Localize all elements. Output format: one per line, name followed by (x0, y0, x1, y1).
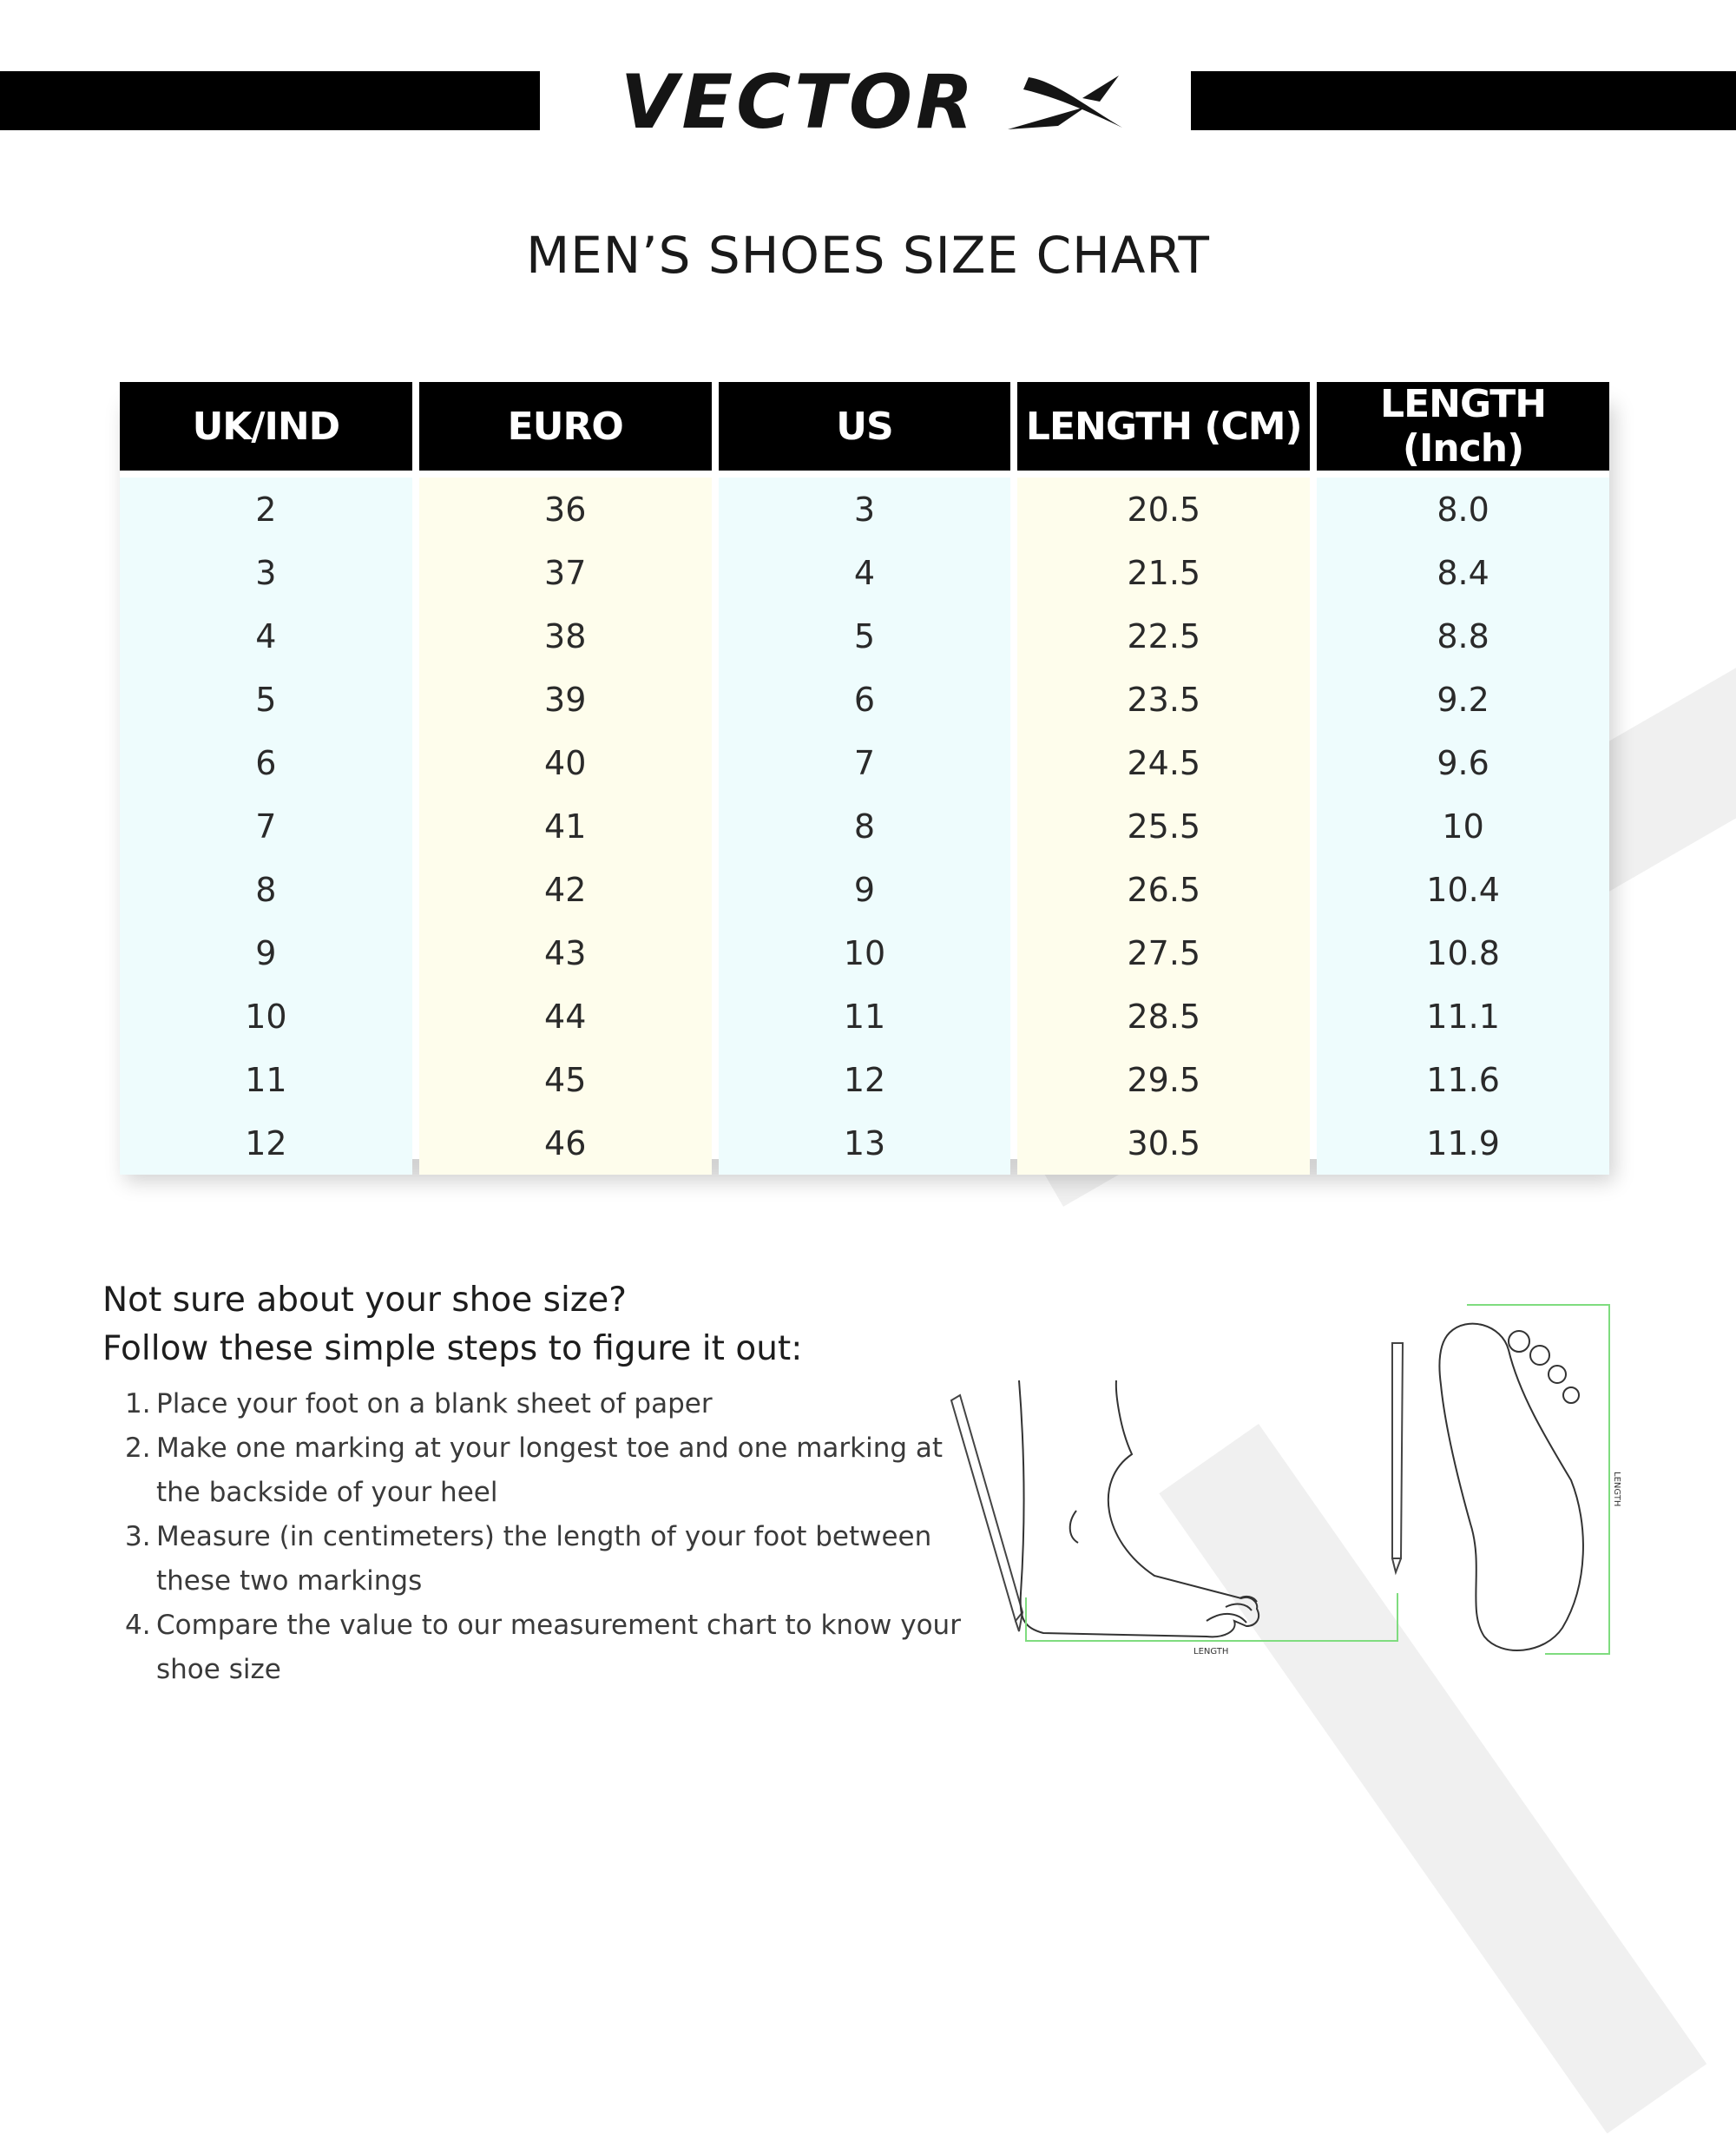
cell-length-cm: 30.5 (1017, 1111, 1310, 1175)
cell-uk-ind: 6 (120, 731, 412, 794)
header-length-inch: LENGTH (Inch) (1317, 382, 1609, 478)
sole-length-label: LENGTH (1612, 1472, 1621, 1507)
cell-length-inch: 8.0 (1317, 478, 1609, 541)
pencil-icon (1392, 1343, 1403, 1572)
step-text: Place your foot on a blank sheet of paper (156, 1388, 713, 1419)
cell-length-inch: 10 (1317, 794, 1609, 858)
instructions-question: Not sure about your shoe size? (102, 1281, 627, 1320)
step-text: Compare the value to our measurement chart to know your shoe size (156, 1610, 961, 1685)
cell-length-cm: 21.5 (1017, 541, 1310, 604)
cell-length-cm: 26.5 (1017, 858, 1310, 921)
instructions-intro: Follow these simple steps to figure it out: (102, 1329, 803, 1368)
cell-us: 5 (719, 604, 1011, 668)
sole-length-guide (1467, 1305, 1609, 1654)
step-item (102, 1382, 970, 1426)
step-item (102, 1426, 970, 1515)
cell-uk-ind: 3 (120, 541, 412, 604)
cell-uk-ind: 9 (120, 921, 412, 985)
cell-us: 11 (719, 985, 1011, 1048)
table-row (120, 541, 1609, 604)
cell-euro: 39 (419, 668, 712, 731)
header-bar-right (1191, 71, 1736, 130)
cell-length-inch: 9.6 (1317, 731, 1609, 794)
cell-us: 4 (719, 541, 1011, 604)
cell-uk-ind: 11 (120, 1048, 412, 1111)
cell-length-inch: 8.8 (1317, 604, 1609, 668)
pencil-icon (951, 1395, 1023, 1631)
cell-length-inch: 9.2 (1317, 668, 1609, 731)
cell-length-inch: 10.8 (1317, 921, 1609, 985)
cell-length-inch: 10.4 (1317, 858, 1609, 921)
brand-logo (599, 59, 1154, 146)
cell-uk-ind: 7 (120, 794, 412, 858)
step-number: 3. (125, 1521, 151, 1552)
cell-euro: 44 (419, 985, 712, 1048)
cell-us: 3 (719, 478, 1011, 541)
step-text: Make one marking at your longest toe and one marking at the backside of your heel (156, 1433, 944, 1508)
cell-us: 7 (719, 731, 1011, 794)
cell-length-cm: 29.5 (1017, 1048, 1310, 1111)
cell-length-inch: 11.6 (1317, 1048, 1609, 1111)
cell-length-cm: 23.5 (1017, 668, 1310, 731)
cell-length-inch: 8.4 (1317, 541, 1609, 604)
cell-uk-ind: 5 (120, 668, 412, 731)
cell-euro: 41 (419, 794, 712, 858)
foot-side-icon (1019, 1380, 1259, 1637)
cell-length-cm: 22.5 (1017, 604, 1310, 668)
cell-uk-ind: 8 (120, 858, 412, 921)
sizing-instructions (102, 1276, 970, 1692)
instructions-steps (102, 1382, 970, 1692)
x-swoosh-icon (1003, 72, 1133, 133)
table-header-row (120, 382, 1609, 478)
cell-uk-ind: 2 (120, 478, 412, 541)
cell-us: 9 (719, 858, 1011, 921)
cell-uk-ind: 10 (120, 985, 412, 1048)
cell-length-inch: 11.1 (1317, 985, 1609, 1048)
step-item (102, 1515, 970, 1604)
cell-length-cm: 27.5 (1017, 921, 1310, 985)
cell-euro: 36 (419, 478, 712, 541)
size-table (113, 382, 1616, 1175)
header-uk-ind: UK/IND (120, 382, 412, 478)
cell-euro: 42 (419, 858, 712, 921)
table-row (120, 858, 1609, 921)
step-number: 4. (125, 1610, 151, 1641)
header-us: US (719, 382, 1011, 478)
page-title: MEN’S SHOES SIZE CHART (526, 226, 1210, 285)
cell-length-cm: 28.5 (1017, 985, 1310, 1048)
table-row (120, 478, 1609, 541)
header-length-cm: LENGTH (CM) (1017, 382, 1310, 478)
cell-us: 12 (719, 1048, 1011, 1111)
cell-euro: 37 (419, 541, 712, 604)
table-row (120, 668, 1609, 731)
side-length-label: LENGTH (1194, 1647, 1229, 1656)
cell-us: 13 (719, 1111, 1011, 1175)
table-row (120, 604, 1609, 668)
step-number: 1. (125, 1388, 151, 1419)
cell-uk-ind: 4 (120, 604, 412, 668)
table-row (120, 731, 1609, 794)
cell-us: 6 (719, 668, 1011, 731)
table-row (120, 794, 1609, 858)
cell-us: 8 (719, 794, 1011, 858)
step-text: Measure (in centimeters) the length of your foot between these two markings (156, 1521, 932, 1597)
cell-length-cm: 24.5 (1017, 731, 1310, 794)
cell-euro: 43 (419, 921, 712, 985)
table-row (120, 985, 1609, 1048)
cell-euro: 46 (419, 1111, 712, 1175)
cell-us: 10 (719, 921, 1011, 985)
cell-length-inch: 11.9 (1317, 1111, 1609, 1175)
step-number: 2. (125, 1433, 151, 1464)
cell-euro: 38 (419, 604, 712, 668)
table-row (120, 1048, 1609, 1111)
cell-euro: 40 (419, 731, 712, 794)
size-chart-table (120, 382, 1609, 1163)
table-row (120, 1111, 1609, 1175)
cell-length-cm: 20.5 (1017, 478, 1310, 541)
header-euro: EURO (419, 382, 712, 478)
header-bar-left (0, 71, 540, 130)
foot-measurement-illustration (946, 1298, 1623, 1671)
brand-name: VECTOR (620, 59, 977, 146)
cell-euro: 45 (419, 1048, 712, 1111)
table-row (120, 921, 1609, 985)
cell-uk-ind: 12 (120, 1111, 412, 1175)
cell-length-cm: 25.5 (1017, 794, 1310, 858)
foot-sole-icon (1439, 1324, 1582, 1650)
step-item (102, 1604, 970, 1692)
